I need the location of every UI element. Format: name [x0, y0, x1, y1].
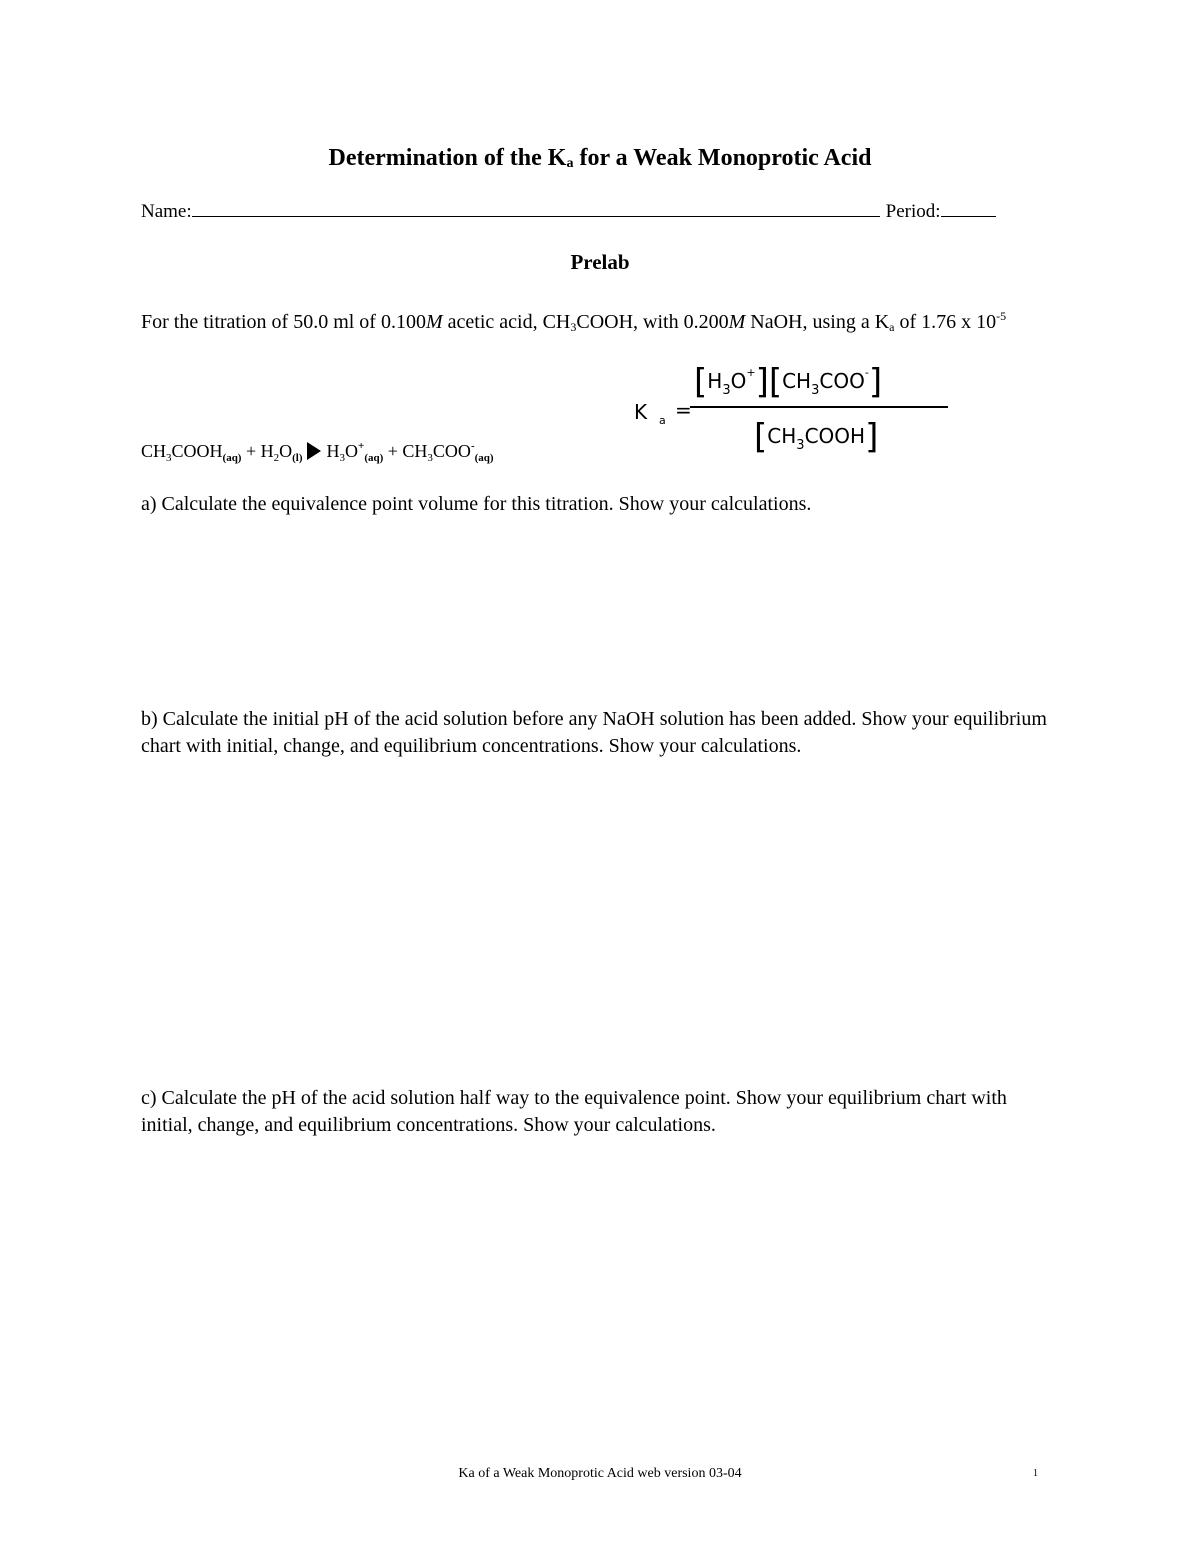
name-blank[interactable]	[192, 198, 880, 217]
ka-equals: =	[675, 398, 692, 422]
title-subscript: a	[566, 156, 574, 171]
ka-expression	[632, 362, 962, 457]
page-number: 1	[1033, 1468, 1038, 1479]
ka-denominator: $[CH_3COOH]$	[754, 417, 879, 457]
footer-text: Ka of a Weak Monoprotic Acid web version 03-04	[458, 1466, 742, 1481]
document-title: Determination of the Ka for a Weak Monoprotic Acid	[328, 145, 872, 171]
name-period-row	[141, 198, 1011, 225]
ka-a: a	[659, 414, 666, 427]
name-label: Name:	[141, 201, 192, 222]
intro-paragraph: For the titration of 50.0 ml of 0.100M acetic acid, $CH_3COOH$, with 0.200M NaOH, using a $K_a$ of 1.76 x $10^{-5}$	[141, 309, 1007, 334]
fraction-bar	[690, 406, 948, 408]
period-label: Period:	[885, 201, 941, 222]
reaction-equation: $CH_3COOH_{(aq)} + H_2O_{(l)}$ $H_3O^+_{(aq)} + CH_3COO^-_{(aq)}$	[141, 440, 494, 464]
equilibrium-arrow-icon	[307, 442, 321, 460]
period-blank[interactable]	[941, 198, 996, 217]
ka-numerator: $[H_3O^+][CH_3COO^-]$	[694, 362, 883, 402]
section-heading: Prelab	[570, 250, 630, 274]
question-a: a) Calculate the equivalence point volume for this titration. Show your calculations.	[141, 493, 812, 515]
question-c: c) Calculate the pH of the acid solution half way to the equivalence point. Show your equilibrium chart with initial, change, and equilibrium concentrations. Show your calculations.	[141, 1087, 1007, 1136]
ka-k: K	[634, 400, 648, 424]
question-b: b) Calculate the initial pH of the acid solution before any NaOH solution has been added. Show your equilibrium chart with initial, change, and equilibrium concentrations. Show your calculations.	[141, 708, 1047, 757]
